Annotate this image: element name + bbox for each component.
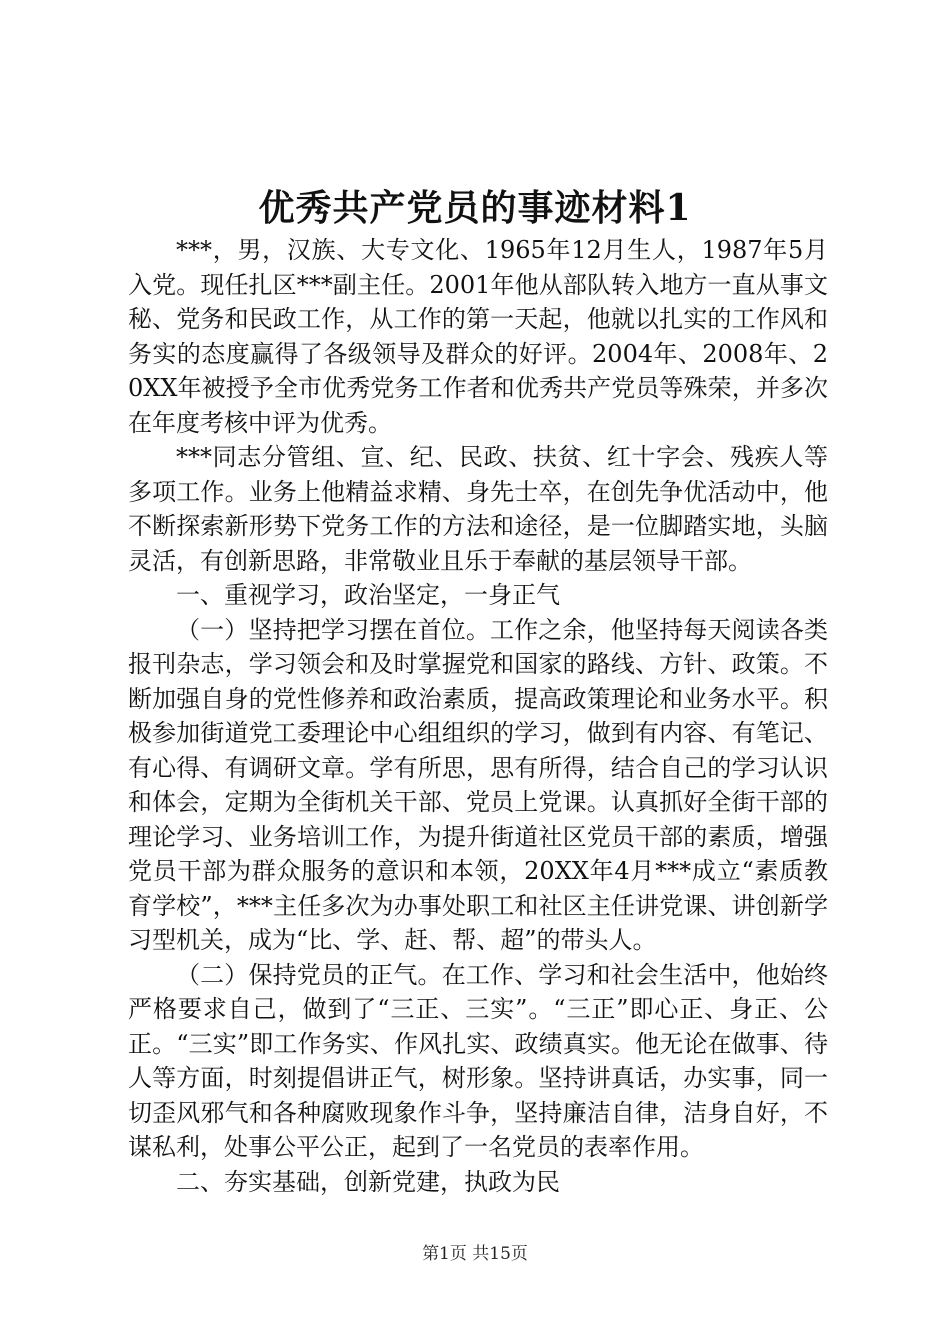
section-heading-2: 二、夯实基础，创新党建，执政为民 [176, 1167, 560, 1196]
section-heading-1: 一、重视学习，政治坚定，一身正气 [176, 581, 560, 609]
page-footer: 第1页 共15页 [422, 1244, 528, 1264]
paragraph-study: （一）坚持把学习摆在首位。工作之余，他坚持每天阅读各类报刊杂志，学习领会和及时掌握党和国家的路线、方针、政策。不断加强自身的党性修养和政治素质，提高政策理论和业务水平。积极参加街道党工委理论中心组组织的学习，做到有内容、有笔记、有心得、有调研文章。学有所思，思有所得，结合自己的学习认识和体会，定期为全街机关干部、党员上党课。认真抓好全街干部的理论学习、业务培训工作，为提升街道社区党员干部的素质，增强党员干部为群众服务的意识和本领，20XX年4月***成立“素质教育学校”，***主任多次为办事处职工和社区主任讲党课、讲创新学习型机关，成为“比、学、赶、帮、超”的带头人。 [128, 615, 828, 954]
document-title: 优秀共产党员的事迹材料1 [258, 187, 692, 229]
document-body [128, 233, 828, 1199]
paragraph-duties: ***同志分管组、宣、纪、民政、扶贫、红十字会、残疾人等多项工作。业务上他精益求精、身先士卒，在创先争优活动中，他不断探索新形势下党务工作的方法和途径，是一位脚踏实地，头脑灵活，有创新思路，非常敬业且乐于奉献的基层领导干部。 [128, 443, 828, 575]
paragraph-profile: ***，男，汉族、大专文化、1965年12月生人，1987年5月入党。现任扎区***副主任。2001年他从部队转入地方一直从事文秘、党务和民政工作，从工作的第一天起，他就以扎实的工作风和务实的态度赢得了各级领导及群众的好评。2004年、2008年、20XX年被授予全市优秀党务工作者和优秀共产党员等殊荣，并多次在年度考核中评为优秀。 [128, 236, 828, 437]
paragraph-integrity: （二）保持党员的正气。在工作、学习和社会生活中，他始终严格要求自己，做到了“三正、三实”。“三正”即心正、身正、公正。“三实”即工作务实、作风扎实、政绩真实。他无论在做事、待人等方面，时刻提倡讲正气，树形象。坚持讲真话，办实事，同一切歪风邪气和各种腐败现象作斗争，坚持廉洁自律，洁身自好，不谋私利，处事公平公正，起到了一名党员的表率作用。 [128, 960, 828, 1161]
